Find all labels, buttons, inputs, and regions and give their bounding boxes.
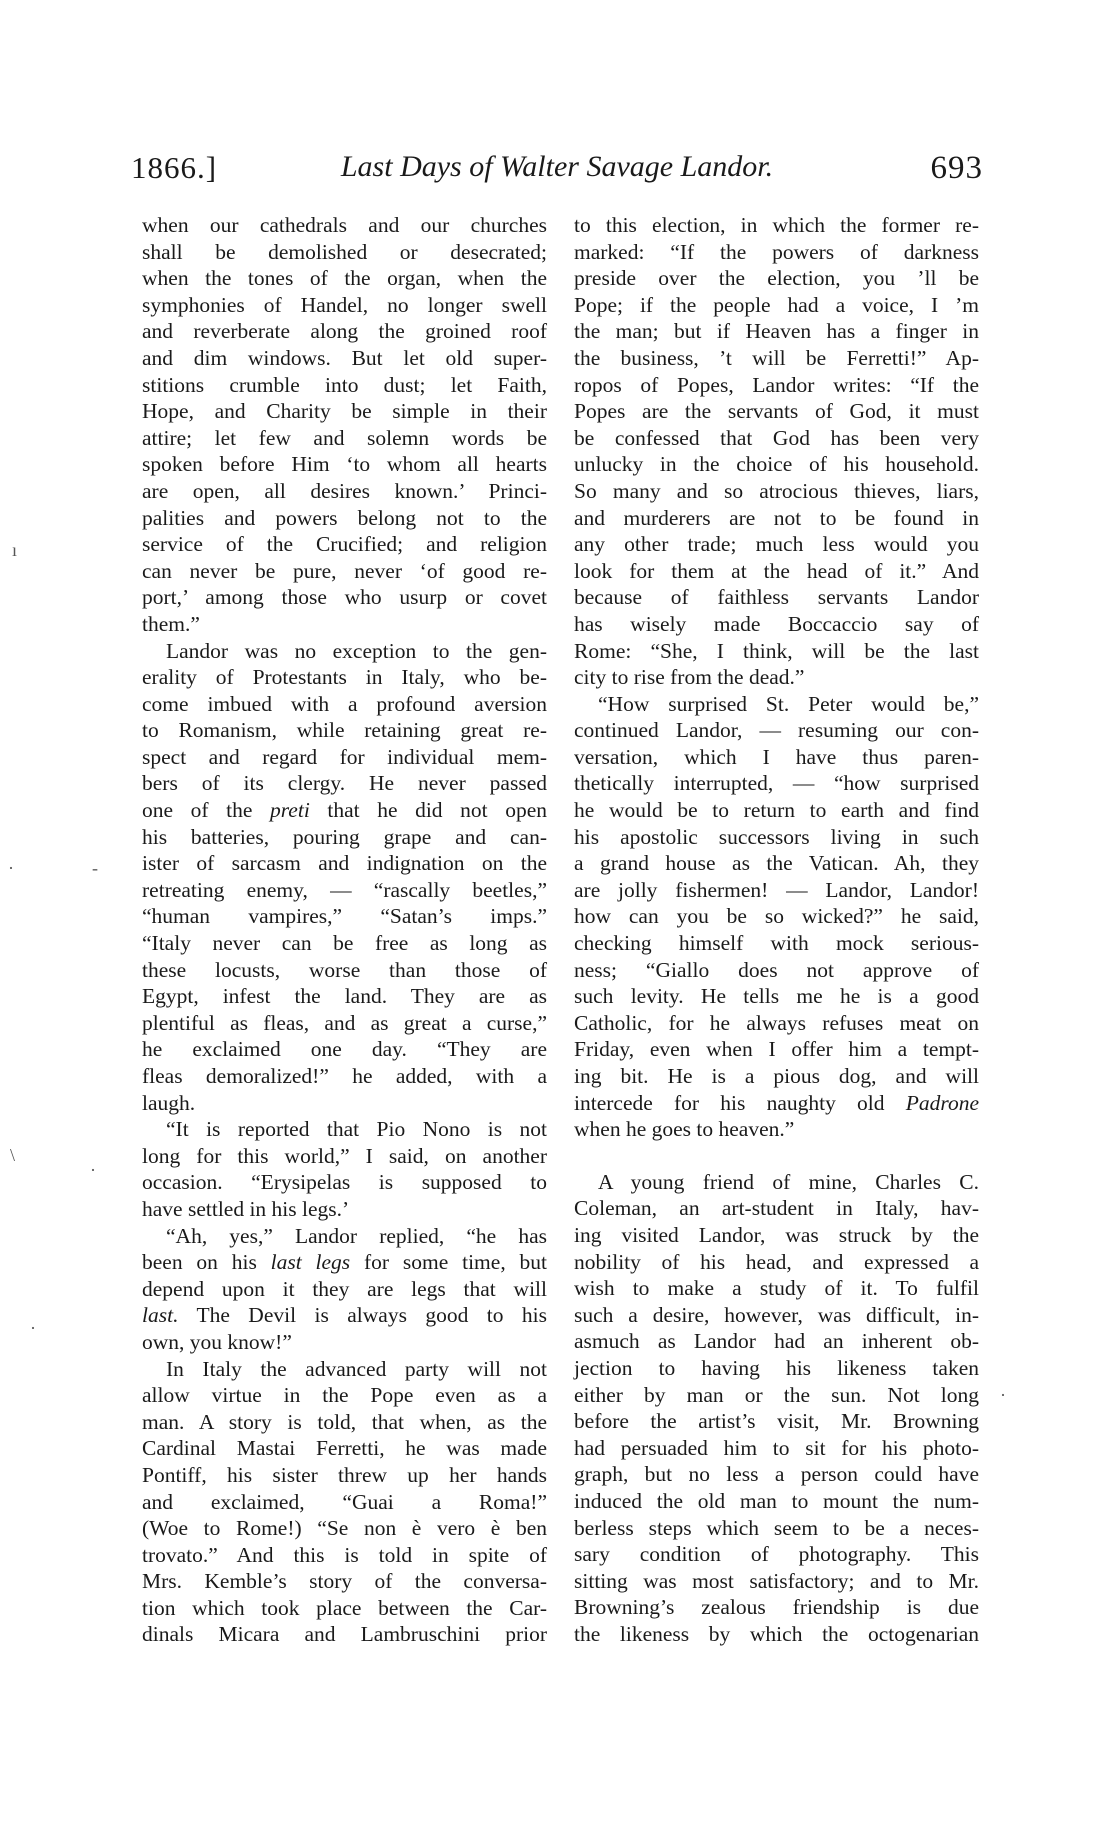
text-line: a grand house as the Vatican. Ah, they	[574, 851, 979, 876]
text-line: be confessed that God has been very	[574, 425, 979, 450]
paragraph-gap	[574, 1143, 979, 1169]
text-line: allow virtue in the Pope even as a	[142, 1383, 547, 1408]
text-line: the business, ’t will be Ferretti!” Ap-	[574, 345, 979, 370]
text-line: stitions crumble into dust; let Faith,	[142, 372, 547, 397]
text-line: are jolly fishermen! — Landor, Landor!	[574, 877, 979, 902]
text-line: Friday, even when I offer him a tempt-	[574, 1037, 979, 1062]
text-line: the man; but if Heaven has a finger in	[574, 319, 979, 344]
text-line: ropos of Popes, Landor writes: “If the	[574, 372, 979, 397]
text-line: asmuch as Landor had an inherent ob-	[574, 1329, 979, 1354]
text-line: ness; “Giallo does not approve of	[574, 957, 979, 982]
text-line: and dim windows. But let old super-	[142, 345, 547, 370]
text-line: his batteries, pouring grape and can-	[142, 824, 547, 849]
right-column	[574, 212, 979, 1647]
text-line: A young friend of mine, Charles C.	[598, 1169, 979, 1194]
text-line: own, you know!”	[142, 1329, 292, 1354]
text-line: berless steps which seem to be a neces-	[574, 1515, 979, 1540]
text-line: Popes are the servants of God, it must	[574, 399, 979, 424]
left-column	[142, 212, 547, 1648]
text-line: marked: “If the powers of darkness	[574, 239, 979, 264]
text-line: are open, all desires known.’ Princi-	[142, 478, 547, 503]
text-line: “How surprised St. Peter would be,”	[598, 691, 979, 716]
text-line: occasion. “Erysipelas is supposed to	[142, 1170, 547, 1195]
text-line: had persuaded him to sit for his photo-	[574, 1435, 979, 1460]
text-line: unlucky in the choice of his household.	[574, 452, 979, 477]
text-line: graph, but no less a person could have	[574, 1462, 979, 1487]
text-line: Landor was no exception to the gen-	[166, 638, 547, 663]
text-line: such levity. He tells me he is a good	[574, 984, 979, 1009]
text-line: versation, which I have thus paren-	[574, 744, 979, 769]
text-line: retreating enemy, — “rascally beetles,”	[142, 877, 547, 902]
text-line: jection to having his likeness taken	[574, 1355, 979, 1380]
text-line: laugh.	[142, 1090, 196, 1115]
text-line: one of the preti that he did not open	[142, 798, 547, 823]
text-line: “human vampires,” “Satan’s imps.”	[142, 904, 547, 929]
text-line: symphonies of Handel, no longer swell	[142, 292, 547, 317]
text-line: Rome: “She, I think, will be the last	[574, 638, 979, 663]
text-line: thetically interrupted, — “how surprised	[574, 771, 979, 796]
header-title: Last Days of Walter Savage Landor.	[340, 150, 774, 183]
text-line: Catholic, for he always refuses meat on	[574, 1010, 979, 1035]
text-line: intercede for his naughty old Padrone	[574, 1090, 979, 1115]
text-line: long for this world,” I said, on another	[142, 1143, 547, 1168]
text-line: to this election, in which the former re-	[574, 213, 979, 237]
text-line: how can you be so wicked?” he said,	[574, 904, 979, 929]
text-line: So many and so atrocious thieves, liars,	[574, 478, 979, 503]
text-line: ister of sarcasm and indignation on the	[142, 851, 547, 876]
text-line: been on his last legs for some time, but	[142, 1250, 547, 1275]
text-line: Mrs. Kemble’s story of the conversa-	[142, 1569, 547, 1594]
text-line: attire; let few and solemn words be	[142, 425, 547, 450]
text-line: erality of Protestants in Italy, who be-	[142, 665, 547, 690]
text-line: look for them at the head of it.” And	[574, 558, 979, 583]
text-line: Cardinal Mastai Ferretti, he was made	[142, 1436, 547, 1461]
text-line: spect and regard for individual mem-	[142, 744, 547, 769]
text-line: Coleman, an art-student in Italy, hav-	[574, 1196, 979, 1221]
text-line: port,’ among those who usurp or covet	[142, 585, 547, 610]
text-line: has wisely made Boccaccio say of	[574, 611, 979, 636]
text-line: checking himself with mock serious-	[574, 931, 979, 956]
text-line: Hope, and Charity be simple in their	[142, 399, 547, 424]
text-line: fleas demoralized!” he added, with a	[142, 1064, 547, 1088]
text-line: last. The Devil is always good to his	[142, 1303, 547, 1328]
text-line: spoken before Him ‘to whom all hearts	[142, 452, 547, 477]
text-line: either by man or the sun. Not long	[574, 1382, 979, 1407]
text-line: In Italy the advanced party will not	[166, 1356, 547, 1381]
text-line: preside over the election, you ’ll be	[574, 266, 979, 291]
text-line: palities and powers belong not to the	[142, 505, 547, 530]
text-line: when our cathedrals and our churches	[142, 213, 547, 237]
text-line: (Woe to Rome!) “Se non è vero è ben	[142, 1516, 547, 1541]
text-line: and murderers are not to be found in	[574, 505, 979, 530]
text-line: and reverberate along the groined roof	[142, 319, 547, 344]
text-line: them.”	[142, 611, 200, 636]
text-line: Pontiff, his sister threw up her hands	[142, 1462, 547, 1487]
text-line: bers of its clergy. He never passed	[142, 771, 547, 796]
text-line: “Ah, yes,” Landor replied, “he has	[166, 1223, 547, 1248]
text-line: before the artist’s visit, Mr. Browning	[574, 1409, 979, 1434]
text-line: Browning’s zealous friendship is due	[574, 1595, 979, 1620]
text-line: shall be demolished or desecrated;	[142, 239, 547, 264]
text-line: because of faithless servants Landor	[574, 585, 979, 610]
text-line: ing visited Landor, was struck by the	[574, 1222, 979, 1247]
page-number: 693	[930, 150, 983, 186]
header-year: 1866.]	[131, 150, 218, 185]
text-line: sitting was most satisfactory; and to Mr.	[574, 1568, 979, 1593]
text-line: plentiful as fleas, and as great a curse,”	[142, 1010, 547, 1035]
text-line: ing bit. He is a pious dog, and will	[574, 1064, 979, 1088]
text-line: to Romanism, while retaining great re-	[142, 718, 547, 743]
text-line: such a desire, however, was difficult, in-	[574, 1302, 979, 1327]
text-line: Egypt, infest the land. They are as	[142, 984, 547, 1009]
text-line: when he goes to heaven.”	[574, 1117, 795, 1142]
text-line: sary condition of photography. This	[574, 1542, 979, 1567]
text-line: depend upon it they are legs that will	[142, 1276, 547, 1301]
text-line: his apostolic successors living in such	[574, 824, 979, 849]
text-line: trovato.” And this is told in spite of	[142, 1542, 547, 1567]
text-line: man. A story is told, that when, as the	[142, 1409, 547, 1434]
text-line: service of the Crucified; and religion	[142, 532, 547, 557]
text-line: “It is reported that Pio Nono is not	[166, 1117, 547, 1142]
text-line: nobility of his head, and expressed a	[574, 1249, 979, 1274]
text-line: he would be to return to earth and find	[574, 798, 979, 823]
text-line: city to rise from the dead.”	[574, 665, 805, 690]
text-line: and exclaimed, “Guai a Roma!”	[142, 1489, 547, 1514]
text-line: have settled in his legs.’	[142, 1196, 350, 1221]
text-line: come imbued with a profound aversion	[142, 691, 547, 716]
text-line: dinals Micara and Lambruschini prior	[142, 1622, 547, 1647]
text-line: induced the old man to mount the num-	[574, 1488, 979, 1513]
text-line: tion which took place between the Car-	[142, 1595, 547, 1620]
text-line: when the tones of the organ, when the	[142, 266, 547, 291]
text-line: continued Landor, — resuming our con-	[574, 718, 979, 743]
text-line: these locusts, worse than those of	[142, 957, 547, 982]
text-line: can never be pure, never ‘of good re-	[142, 558, 547, 583]
text-line: “Italy never can be free as long as	[142, 931, 547, 956]
running-header	[131, 150, 983, 200]
text-line: any other trade; much less would you	[574, 532, 979, 557]
text-line: he exclaimed one day. “They are	[142, 1037, 547, 1062]
text-line: Pope; if the people had a voice, I ’m	[574, 292, 979, 317]
text-line: the likeness by which the octogenarian	[574, 1621, 979, 1646]
text-line: wish to make a study of it. To fulfil	[574, 1276, 979, 1301]
